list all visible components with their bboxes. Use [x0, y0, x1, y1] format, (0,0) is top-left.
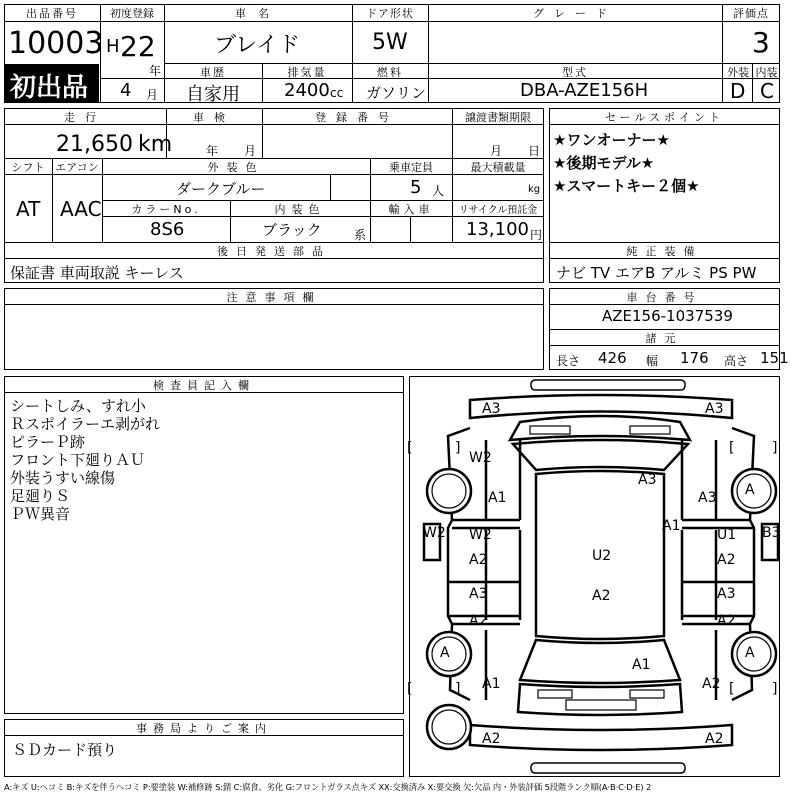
- lot-no-label: 出品番号: [26, 7, 78, 20]
- damage-code-31: [: [729, 681, 735, 697]
- damage-code-21: A3: [717, 586, 736, 602]
- int-grade-label: 内装: [755, 66, 778, 79]
- inspector-line-3: ピラーＰ跡: [10, 433, 86, 451]
- recycle-unit: 円: [530, 228, 543, 242]
- fuel: ガソリン: [366, 84, 427, 102]
- inspection-year-unit: 年: [206, 144, 219, 158]
- inspector-line-1: シートしみ、すれ小: [10, 397, 146, 415]
- mileage-unit: km: [138, 132, 173, 157]
- width-label: 幅: [646, 354, 659, 368]
- damage-code-25: A: [745, 645, 755, 661]
- int-color-label: 内装色: [274, 203, 326, 216]
- ac: AAC: [60, 197, 102, 221]
- damage-code-18: A2: [717, 552, 736, 568]
- office-label: 事務局よりご案内: [136, 722, 272, 735]
- damage-code-34: A2: [705, 731, 724, 747]
- equipment: ナビ TV エアB アルミ PS PW: [556, 264, 757, 282]
- damage-code-5: ]: [772, 440, 778, 456]
- damage-code-1: A3: [705, 401, 724, 417]
- damage-code-17: U2: [592, 548, 612, 564]
- displacement-label: 排気量: [287, 66, 327, 79]
- year-unit: 年: [149, 64, 162, 78]
- recycle: 13,100: [466, 219, 529, 240]
- int-grade: C: [760, 79, 774, 103]
- width: 176: [680, 349, 709, 367]
- transfer-day-unit: 日: [528, 144, 541, 158]
- model: DBA-AZE156H: [520, 80, 649, 101]
- import-label: 輸入車: [388, 203, 434, 216]
- damage-code-30: ]: [455, 681, 461, 697]
- damage-code-0: A3: [482, 401, 501, 417]
- height: 151: [760, 349, 789, 367]
- damage-code-13: W2: [469, 527, 492, 543]
- damage-code-27: A1: [482, 676, 501, 692]
- capacity-unit: 人: [432, 184, 445, 198]
- chassis: AZE156-1037539: [602, 307, 733, 325]
- damage-code-7: A3: [638, 472, 657, 488]
- grade-label: グレード: [533, 7, 617, 20]
- legend: A:キズ U:ヘコミ B:キズを伴うヘコミ P:要塗装 W:補修跡 S:錆 C:腐食、劣化 G:フロントガラス点キズ XX:交換済み X:要交換 欠:欠品 内・外装評価 5段階ランク順(A·B·C·D·E) 2: [4, 782, 652, 792]
- loadmax-label: 最大積載量: [470, 161, 526, 174]
- height-label: 高さ: [724, 354, 749, 368]
- equipment-label: 純正装備: [626, 245, 703, 258]
- displacement: 2400: [284, 80, 330, 101]
- reg-no-label: 登録番号: [315, 111, 399, 124]
- damage-code-9: A3: [698, 490, 717, 506]
- damage-code-2: [: [407, 440, 413, 456]
- car-name-label: 車名: [235, 7, 281, 20]
- displacement-unit: cc: [330, 86, 344, 100]
- door: 5W: [372, 30, 408, 55]
- model-label: 型式: [562, 66, 588, 79]
- ext-color: ダークブルー: [176, 180, 266, 198]
- sales-point-3: ★スマートキー２個★: [553, 177, 700, 195]
- int-color: ブラック: [262, 221, 322, 239]
- damage-code-15: B3: [762, 525, 781, 541]
- damage-code-14: U1: [717, 527, 737, 543]
- ext-grade: D: [730, 79, 746, 103]
- inspector-line-2: Ｒスポイラーエ剥がれ: [10, 415, 161, 433]
- damage-code-8: A1: [488, 490, 507, 506]
- history-label: 車歴: [200, 66, 226, 79]
- loadmax-unit: kg: [528, 184, 541, 195]
- color-no-label: カラーNo.: [131, 203, 201, 216]
- damage-code-20: A2: [592, 588, 611, 604]
- sales-point-1: ★ワンオーナー★: [553, 131, 670, 149]
- sales-label: セールスポイント: [604, 111, 724, 124]
- later-parts: 保証書 車両取説 キーレス: [10, 264, 184, 282]
- inspection-label: 車検: [193, 111, 235, 124]
- damage-code-4: [: [729, 440, 735, 456]
- first-reg-label: 初度登録: [110, 7, 154, 20]
- damage-code-16: A2: [469, 552, 488, 568]
- damage-code-12: W2: [423, 525, 446, 541]
- transfer-label: 譲渡書類期限: [465, 111, 531, 124]
- ext-grade-label: 外装: [727, 66, 749, 79]
- office-text: ＳＤカード預り: [12, 741, 118, 759]
- later-parts-label: 後日発送部品: [217, 245, 331, 258]
- inspector-line-7: ＰＷ異音: [10, 505, 71, 523]
- inspector-label: 検査員記入欄: [153, 379, 255, 392]
- dims-label: 諸元: [645, 332, 684, 345]
- shift: AT: [16, 197, 41, 221]
- year: 22: [120, 30, 156, 63]
- sales-point-2: ★後期モデル★: [553, 154, 655, 172]
- first-listing: 初出品: [10, 73, 89, 103]
- month-unit: 月: [146, 88, 159, 102]
- damage-code-6: W2: [469, 450, 492, 466]
- damage-code-26: A1: [632, 657, 651, 673]
- damage-code-10: A: [745, 482, 755, 498]
- damage-code-19: A3: [469, 586, 488, 602]
- inspection-month-unit: 月: [244, 144, 257, 158]
- inspector-line-5: 外装うすい線傷: [10, 469, 116, 487]
- notes-label: 注意事項欄: [226, 291, 322, 304]
- inspector-line-4: フロント下廻りＡＵ: [10, 451, 146, 469]
- ac-label: エアコン: [55, 161, 99, 174]
- ext-color-label: 外装色: [207, 161, 265, 174]
- mileage-label: 走行: [64, 111, 106, 124]
- damage-code-11: A1: [662, 518, 681, 534]
- color-no: 8S6: [150, 219, 185, 240]
- door-label: ドア形状: [366, 7, 414, 20]
- damage-code-23: A2: [717, 613, 736, 629]
- transfer-month-unit: 月: [490, 144, 503, 158]
- mileage: 21,650: [56, 132, 133, 157]
- damage-code-3: ]: [455, 440, 461, 456]
- score: 3: [752, 26, 770, 59]
- capacity: 5: [410, 177, 422, 198]
- length: 426: [598, 349, 627, 367]
- capacity-label: 乗車定員: [389, 161, 433, 174]
- recycle-label: リサイクル預託金: [458, 205, 538, 216]
- length-label: 長さ: [556, 354, 581, 368]
- history: 自家用: [186, 84, 240, 105]
- lot-no: 10003: [8, 26, 104, 61]
- chassis-label: 車台番号: [626, 291, 703, 304]
- fuel-label: 燃料: [377, 66, 403, 79]
- shift-label: シフト: [11, 161, 45, 174]
- era: H: [106, 36, 120, 57]
- damage-code-33: A2: [482, 731, 501, 747]
- car-outline: [409, 376, 780, 777]
- damage-code-22: A2: [469, 613, 488, 629]
- car-name: ブレイド: [214, 33, 301, 58]
- inspector-line-6: 足廻りＳ: [10, 487, 71, 505]
- damage-code-28: A2: [702, 676, 721, 692]
- damage-code-32: ]: [772, 681, 778, 697]
- int-color-unit: 系: [354, 228, 367, 242]
- score-label: 評価点: [733, 7, 769, 20]
- damage-code-29: [: [407, 681, 413, 697]
- month: 4: [120, 80, 132, 101]
- damage-code-24: A: [440, 645, 450, 661]
